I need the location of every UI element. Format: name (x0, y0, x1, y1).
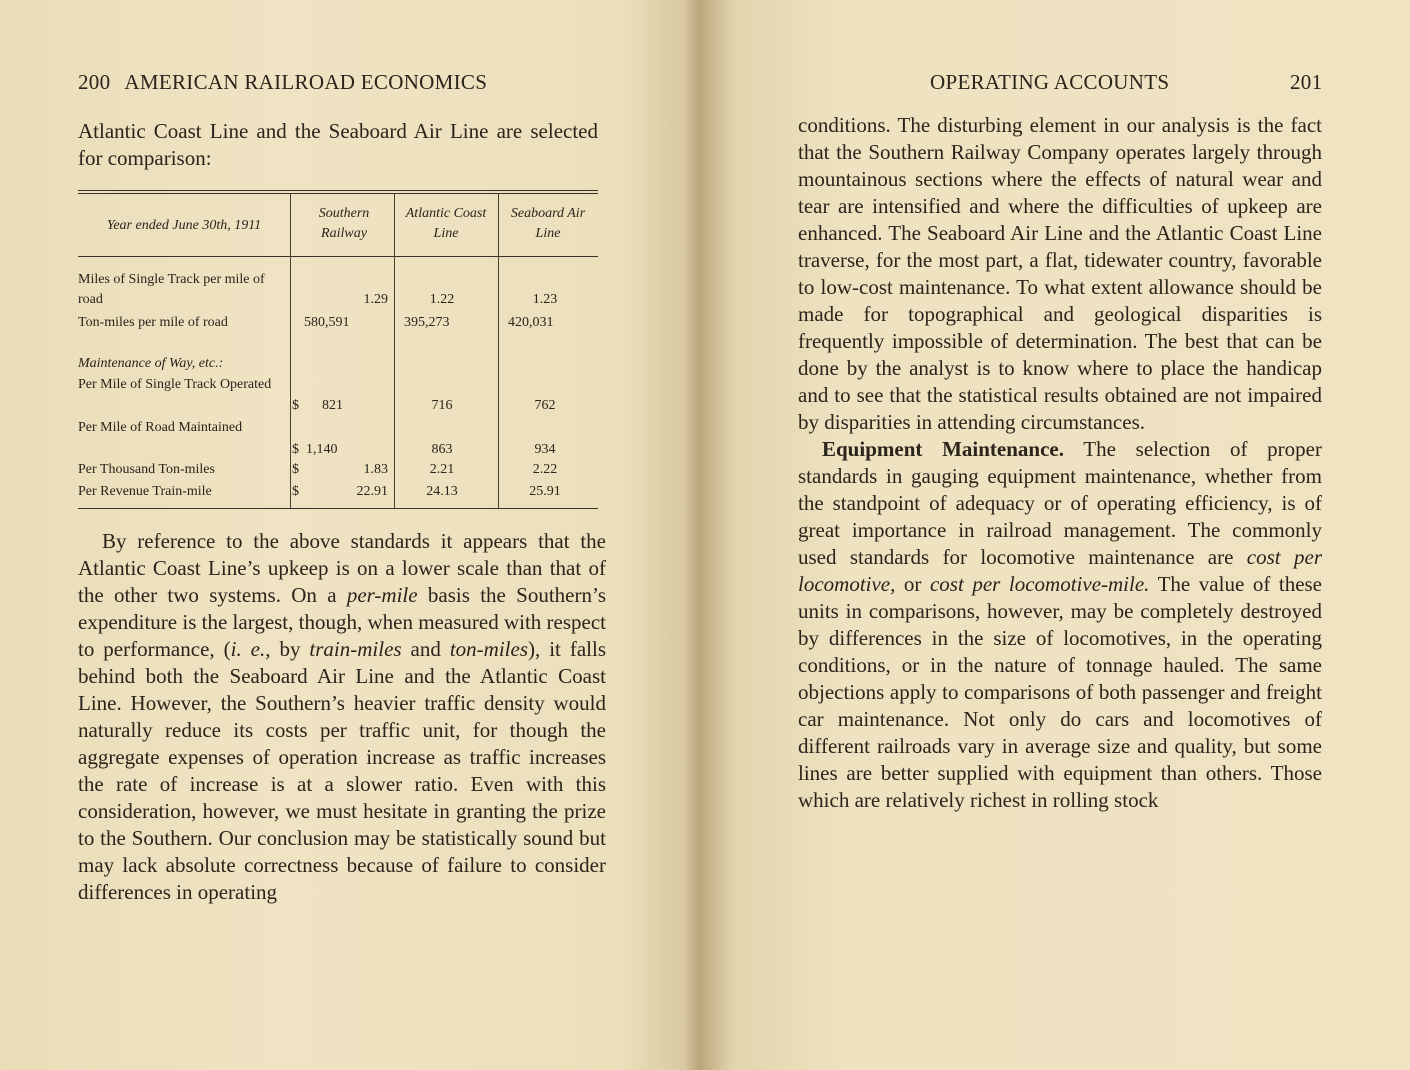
body-text-run: by (270, 637, 310, 661)
left-running-head (78, 70, 558, 95)
table-cell: 24.13 (426, 484, 458, 499)
table-section-label: Maintenance of Way, etc.: (78, 356, 224, 371)
table-cell: 1.23 (532, 292, 558, 307)
table-col-header: Atlantic Coast Line (405, 206, 487, 241)
right-body (798, 112, 1322, 814)
table-col-header: Seaboard Air Line (510, 206, 586, 241)
right-running-head (930, 70, 1330, 95)
table-col-header: Southern Railway (318, 206, 370, 241)
right-page-number: 201 (1290, 70, 1323, 94)
right-running-title: OPERATING ACCOUNTS (930, 70, 1170, 94)
left-intro-text: Atlantic Coast Line and the Seaboard Air Line are selected for comparison: (78, 119, 598, 170)
table-cell: 1.22 (429, 292, 455, 307)
body-emphasis: cost per locomotive, (798, 545, 1322, 596)
body-emphasis: per-mile (346, 583, 418, 607)
table-cell: 716 (431, 398, 453, 413)
table-col-divider (290, 194, 291, 508)
table-row-label: Per Revenue Train-mile (78, 484, 212, 499)
body-text-run: By reference to the above standards it appears that the Atlantic Coast Line’s upkeep is on a lower scale than that of the other two systems. On a (78, 529, 606, 607)
table-cell: 420,031 (508, 315, 554, 330)
table-cell: 25.91 (529, 484, 561, 499)
table-cell: 863 (431, 442, 453, 457)
body-emphasis: cost per locomotive-mile. (929, 572, 1150, 596)
table-cell: 1.29 (363, 292, 388, 307)
table-currency: $ (292, 462, 299, 477)
body-text-run: The selection of proper standards in gauging equipment maintenance, whether from the standpoint of adequacy or of operating efficiency, is of great importance in railroad management. The commonly used standards for locomotive maintenance are (798, 437, 1322, 569)
body-emphasis: ton-miles (449, 637, 528, 661)
table-cell: 821 (322, 398, 343, 413)
table-cell: 762 (534, 398, 556, 413)
table-stub-header: Year ended June 30th, 1911 (106, 218, 262, 233)
table-cell: 22.91 (356, 484, 388, 499)
body-emphasis: i. e., (230, 637, 271, 661)
table-cell: 2.21 (429, 462, 455, 477)
left-page (0, 0, 700, 1070)
table-row-label: Per Mile of Road Maintained (78, 420, 243, 435)
section-heading: Equipment Maintenance. (822, 437, 1064, 461)
body-text-run: basis the Southern’s expenditure is the largest, though, when measured with respect to performance, ( (78, 583, 606, 661)
table-header-rule (78, 256, 598, 257)
left-body-paragraph (78, 528, 606, 906)
body-text-run: or (895, 572, 930, 596)
right-paragraph-2 (798, 436, 1322, 814)
table-currency: $ (292, 442, 299, 457)
table-currency: $ (292, 484, 299, 499)
table-currency: $ (292, 398, 299, 413)
body-text-run: and (401, 637, 450, 661)
body-emphasis: train-miles (309, 637, 402, 661)
left-running-title: AMERICAN RAILROAD ECONOMICS (124, 70, 488, 94)
table-row-label: Per Thousand Ton-miles (78, 462, 215, 477)
left-page-number: 200 (78, 70, 111, 94)
table-cell: 1.83 (363, 462, 388, 477)
comparison-table (78, 190, 598, 512)
table-bottom-rule (78, 508, 598, 509)
table-row-label: Miles of Single Track per mile of road (78, 272, 265, 307)
table-cell: 934 (534, 442, 556, 457)
body-text-run: The value of these units in comparisons, however, may be completely destroyed by differences in the size of locomotives, in the operating conditions, or in the nature of tonnage hauled. The same objections apply to comparisons of both passenger and freight car maintenance. Not only do cars and locomotives of different railroads vary in average size and quality, but some lines are better supplied with equipment than others. Those which are relatively richest in rolling stock (798, 572, 1323, 812)
table-cell: 1,140 (306, 442, 338, 457)
table-row-label: Per Mile of Single Track Operated (78, 377, 272, 392)
body-text-run: ), it falls behind both the Seaboard Air Line and the Atlantic Coast Line. However, the Southern’s heavier traffic density would naturally reduce its costs per traffic unit, for though the aggregate expenses of operation increase as traffic increases the rate of increase is at a slower ratio. Even with this consideration, however, we must hesitate in granting the prize to the Southern. Our conclusion may be statistically sound but may lack absolute correctness because of failure to consider differences in operating (78, 637, 606, 904)
right-paragraph-1: conditions. The disturbing element in our analysis is the fact that the Southern Railway Company operates largely through mountainous sections where the effects of natural wear and tear are intensified and where the difficulties of upkeep are enhanced. The Seaboard Air Line and the Atlantic Coast Line traverse, for the most part, a flat, tidewater country, favorable to low-cost maintenance. To what extent allowance should be made for topographical and geological disparities is frequently impossible of determination. The best that can be done by the analyst is to know where to place the handicap and to see that the statistical results obtained are not impaired by disparities in attending circumstances. (798, 113, 1322, 434)
table-cell: 580,591 (304, 315, 350, 330)
table-row-label: Ton-miles per mile of road (78, 315, 228, 330)
table-top-rule (78, 190, 598, 191)
right-page (700, 0, 1410, 1070)
table-cell: 395,273 (404, 315, 450, 330)
table-top-rule-thin (78, 193, 598, 194)
table-col-divider (394, 194, 395, 508)
table-cell: 2.22 (532, 462, 558, 477)
